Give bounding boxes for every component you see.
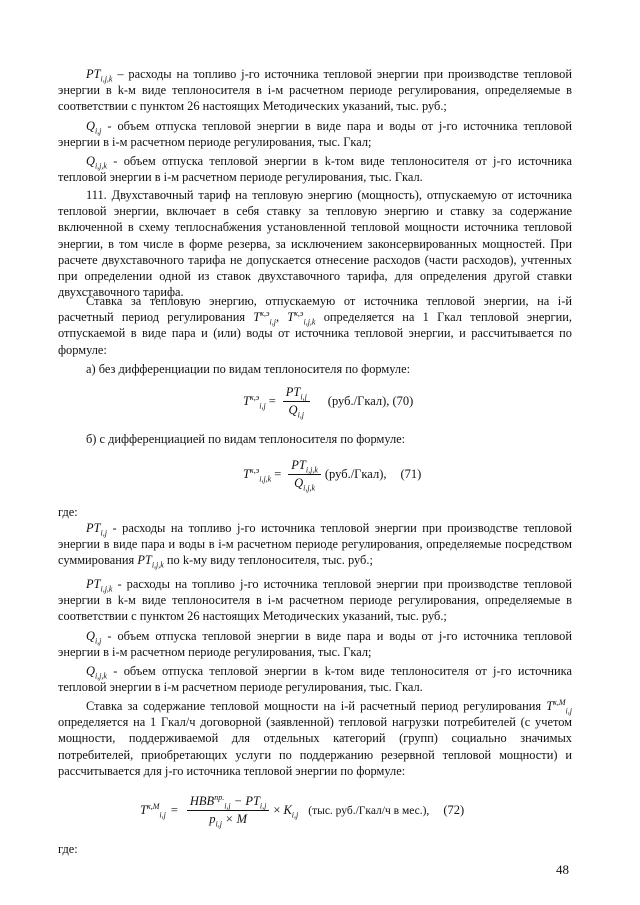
capacity-rate-paragraph: Ставка за содержание тепловой мощности на i-й расчетный период регулирования $T^{к,М}_{i,j}$ определяется на 1 Гкал/ч договорной (заявленной) тепловой нагрузки потребителей (с учетом мощности, поддерживаемой для отдельных категорий (групп) социально значимых потребителей, приобретающих услуги по поддержанию резервной тепловой мощности) и рассчитывается для j-го источника тепловой энергии по формуле:	[58, 697, 572, 778]
formula-71: $T^{к,э}_{i,j,k}$ = $\frac{PT_{i,j,k}}{Q_{i,j,k}}$ (руб./Гкал), (71)	[243, 458, 422, 493]
item-a: а) без дифференциации по видам теплоносителя по формуле:	[86, 362, 411, 376]
section-111-paragraph: 111. Двухставочный тариф на тепловую энергию (мощность), отпускаемую от источника тепловой энергии, включает в себя ставку за тепловую энергию и ставку за содержание включенной в схему теплоснабжения установленной тепловой мощности источника тепловой энергии, в том числе в форме резерва, за исключением законсервированных мощностей. При расчете двухставочного тарифа не допускается отнесение расходов (части расходов), учтенных при определении одной из ставок двухставочного тарифа, для определения другой ставки двухставочного тарифа.	[58, 188, 572, 300]
definition-text: - объем отпуска тепловой энергии в k-том виде теплоносителя от j-го источника тепловой энергии в i-м расчетном периоде регулирования, тыс. Гкал.	[58, 154, 572, 185]
def-pt-ijk-top	[58, 66, 572, 115]
def-pt-ijk: $PT_{i,j,k}$ - расходы на топливо j-го источника тепловой энергии при производстве тепловой энергии в k-м виде теплоносителя в i-м расчетном периоде регулирования, определяемые в соответствии с пунктом 26 настоящих Методических указаний, тыс. руб.;	[58, 577, 572, 624]
symbol: $Q_{i,j,k}$	[86, 154, 107, 171]
def-q-ij: $Q_{i,j}$ - объем отпуска тепловой энергии в виде пара и воды от j-го источника тепловой энергии в i-м расчетном периоде регулирования, тыс. Гкал;	[58, 629, 572, 660]
def-q-ij-top	[58, 118, 572, 150]
formula-70: $T^{к,э}_{i,j}$ = $\frac{PT_{i,j}}{Q_{i,j}}$ (руб./Гкал), (70)	[243, 385, 414, 420]
where-label: где:	[58, 505, 78, 519]
def-pt-ij: $PT_{i,j}$ - расходы на топливо j-го источника тепловой энергии при производстве тепловой энергии в виде пара и воды в i-м расчетном периоде регулирования, определяемые посредством суммирования $PT_{i,j,k}$ по k-му виду теплоносителя, тыс. руб.;	[58, 521, 572, 570]
fraction: $\frac{PT_{i,j}}{Q_{i,j}}$	[283, 385, 310, 418]
symbol: $Q_{i,j}$	[86, 119, 102, 136]
def-q-ijk: $Q_{i,j,k}$ - объем отпуска тепловой энергии в k-том виде теплоносителя от j-го источника тепловой энергии в i-м расчетном периоде регулирования, тыс. Гкал.	[58, 664, 572, 695]
energy-rate-paragraph: Ставка за тепловую энергию, отпускаемую от источника тепловой энергии, на i-й расчетный период регулирования $T^{к,э}_{i,j}$, $T^{к,э}_{i,j,k}$ определяется на 1 Гкал тепловой энергии, отпускаемой в виде пара и (или) воды от источника тепловой энергии, и рассчитывается по формуле:	[58, 294, 572, 357]
def-q-ijk-top	[58, 153, 572, 185]
definition-text: - объем отпуска тепловой энергии в виде пара и воды от j-го источника тепловой энергии в i-м расчетном периоде регулирования, тыс. Гкал;	[58, 119, 572, 150]
definition-text: – расходы на топливо j-го источника тепловой энергии при производстве тепловой энергии в k-м виде теплоносителя в i-м расчетном периоде регулирования, определяемые в соответствии с пунктом 26 настоящих Методических указаний, тыс. руб.;	[58, 67, 572, 114]
formula-72: $T^{к,М}_{i,j}$ = $\frac{HBB^{пр.}_{i,j} - PT_{i,j}}{p_{i,j} \times M}$ × $K_{i,j}$ (тыс. руб./Гкал/ч в мес.), (72)	[140, 792, 465, 829]
item-b: б) с дифференциацией по видам теплоносителя по формуле:	[86, 432, 406, 446]
page-number: 48	[556, 862, 569, 877]
fraction: $\frac{PT_{i,j,k}}{Q_{i,j,k}}$	[288, 458, 321, 491]
where-label-bottom: где:	[58, 842, 78, 856]
fraction: $\frac{HBB^{пр.}_{i,j} - PT_{i,j}}{p_{i,j} \times M}$	[187, 794, 270, 827]
symbol: $PT_{i,j,k}$	[86, 67, 113, 84]
